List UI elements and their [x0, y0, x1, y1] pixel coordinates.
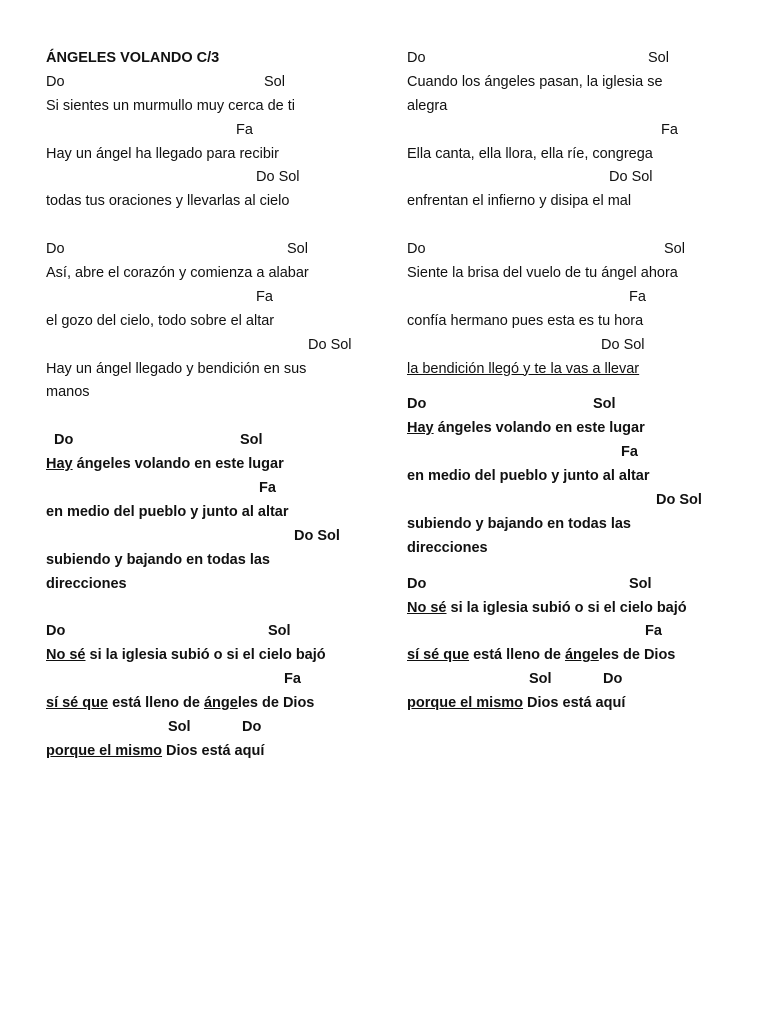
- left-column: [46, 47, 366, 764]
- chord-line: [46, 334, 366, 358]
- lyric-line: en medio del pueblo y junto al altar: [407, 468, 650, 485]
- lyric-line: Cuando los ángeles pasan, la iglesia se: [407, 73, 663, 90]
- chord: Sol: [529, 671, 552, 688]
- lyric-line: Hay un ángel ha llegado para recibir: [46, 145, 279, 162]
- chord: Do Sol: [601, 336, 645, 353]
- lyric-text: si la iglesia subió o si el cielo bajó: [85, 647, 326, 664]
- chord: Do Sol: [656, 492, 702, 509]
- chord: Do: [46, 241, 65, 258]
- chord-line: [407, 238, 727, 262]
- chord-line: [407, 668, 727, 692]
- lyric-line: alegra: [407, 97, 448, 114]
- lyric-line: manos: [46, 384, 90, 401]
- chord: Sol: [648, 50, 669, 66]
- lyric-text: Dios está aquí: [162, 742, 265, 759]
- lyric-text: ángeles volando en este lugar: [72, 456, 284, 473]
- chord: Sol: [168, 718, 191, 735]
- chord: Sol: [264, 73, 285, 90]
- chord-line: [46, 429, 366, 453]
- lyric-text: ángeles volando en este lugar: [433, 420, 645, 437]
- chord: Do: [603, 671, 623, 688]
- lyric-line: Si sientes un murmullo muy cerca de ti: [46, 97, 296, 114]
- chord-line: [407, 441, 727, 465]
- song-title: ÁNGELES VOLANDO C/3: [46, 50, 220, 66]
- underlined-word: porque el mismo: [407, 695, 524, 712]
- underlined-word: ánge: [203, 695, 238, 712]
- chord-line: [407, 166, 727, 190]
- chord: Do: [407, 241, 426, 258]
- chord-line: [46, 477, 366, 501]
- chord-line: [46, 668, 366, 692]
- chord-line: [407, 334, 727, 358]
- lyric-line: Hay un ángel llegado y bendición en sus: [46, 360, 307, 377]
- chord: Do: [407, 575, 427, 592]
- spacer: [46, 214, 366, 238]
- chord-line: [407, 489, 727, 513]
- chord: Sol: [240, 432, 263, 449]
- lyric-line: en medio del pueblo y junto al altar: [46, 503, 289, 520]
- lyric-text: les de Dios: [598, 647, 676, 664]
- chord: Do: [407, 396, 427, 413]
- chord-line: [407, 573, 727, 597]
- chord-line: [46, 716, 366, 740]
- lyric-line: Así, abre el corazón y comienza a alabar: [46, 265, 309, 282]
- chord: Fa: [236, 121, 253, 138]
- chord: Fa: [645, 623, 662, 640]
- lyric-line: [407, 358, 727, 382]
- chord: Do: [407, 50, 426, 66]
- chord: Do Sol: [308, 336, 352, 353]
- chord-line: [46, 71, 366, 95]
- chord: Sol: [287, 241, 308, 258]
- chord-line: [407, 620, 727, 644]
- chord: Fa: [621, 444, 638, 461]
- underlined-word: Hay: [407, 420, 434, 437]
- chord-line: [46, 525, 366, 549]
- lyric-line: el gozo del cielo, todo sobre el altar: [46, 312, 275, 329]
- spacer: [407, 381, 727, 393]
- underlined-word: ánge: [564, 647, 599, 664]
- lyric-line: direcciones: [46, 575, 127, 592]
- spacer: [46, 405, 366, 429]
- underlined-word: sí sé que: [46, 695, 109, 712]
- lyric-line: [407, 597, 727, 621]
- lyric-text: les de Dios: [237, 695, 315, 712]
- chord-line: [46, 166, 366, 190]
- chord: Do: [242, 718, 262, 735]
- lyric-line: todas tus oraciones y llevarlas al cielo: [46, 193, 290, 210]
- lyric-line: confía hermano pues esta es tu hora: [407, 312, 644, 329]
- chord: Do: [46, 623, 66, 640]
- chord: Sol: [629, 575, 652, 592]
- chord: Fa: [661, 121, 678, 138]
- chord-line: [407, 47, 727, 71]
- spacer: [407, 214, 727, 238]
- chord-line: [46, 286, 366, 310]
- underlined-word: No sé: [407, 599, 447, 616]
- chord-line: [46, 238, 366, 262]
- lyric-text: está lleno de: [108, 695, 204, 712]
- chord: Sol: [268, 623, 291, 640]
- lyric-line: [407, 692, 727, 716]
- lyric-line: enfrentan el infierno y disipa el mal: [407, 193, 632, 210]
- chord: Fa: [629, 288, 646, 305]
- lyric-line: subiendo y bajando en todas las: [46, 551, 270, 568]
- right-column: [407, 47, 727, 716]
- lyric-line: Ella canta, ella llora, ella ríe, congrega: [407, 145, 653, 162]
- lyric-line: subiendo y bajando en todas las: [407, 515, 631, 532]
- lyric-text: está lleno de: [469, 647, 565, 664]
- lyric-line: [46, 740, 366, 764]
- underlined-word: sí sé que: [407, 647, 470, 664]
- lyric-text: si la iglesia subió o si el cielo bajó: [446, 599, 687, 616]
- chord-line: [46, 620, 366, 644]
- chord-line: [46, 119, 366, 143]
- chord: Do Sol: [609, 169, 653, 186]
- chord-line: [407, 393, 727, 417]
- chord: Do: [54, 432, 74, 449]
- lyric-text: Dios está aquí: [523, 695, 626, 712]
- lyric-line: [46, 692, 366, 716]
- chord: Fa: [259, 480, 276, 497]
- lyric-line: [407, 644, 727, 668]
- spacer: [46, 596, 366, 620]
- chord: Fa: [256, 288, 273, 305]
- chord: Do Sol: [256, 169, 300, 186]
- underlined-line: la bendición llegó y te la vas a llevar: [407, 360, 640, 377]
- underlined-word: Hay: [46, 456, 73, 473]
- chord: Sol: [593, 396, 616, 413]
- underlined-word: porque el mismo: [46, 742, 163, 759]
- lyric-line: [46, 644, 366, 668]
- chord-line: [407, 119, 727, 143]
- lyric-line: Siente la brisa del vuelo de tu ángel ahora: [407, 265, 678, 282]
- chord: Sol: [664, 241, 685, 258]
- spacer: [407, 561, 727, 573]
- chord: Do Sol: [294, 527, 340, 544]
- underlined-word: No sé: [46, 647, 86, 664]
- lyric-line: [46, 453, 366, 477]
- chord: Fa: [284, 671, 301, 688]
- chord-line: [407, 286, 727, 310]
- lyric-line: [407, 417, 727, 441]
- lyric-line: direcciones: [407, 539, 488, 556]
- chord: Do: [46, 73, 65, 90]
